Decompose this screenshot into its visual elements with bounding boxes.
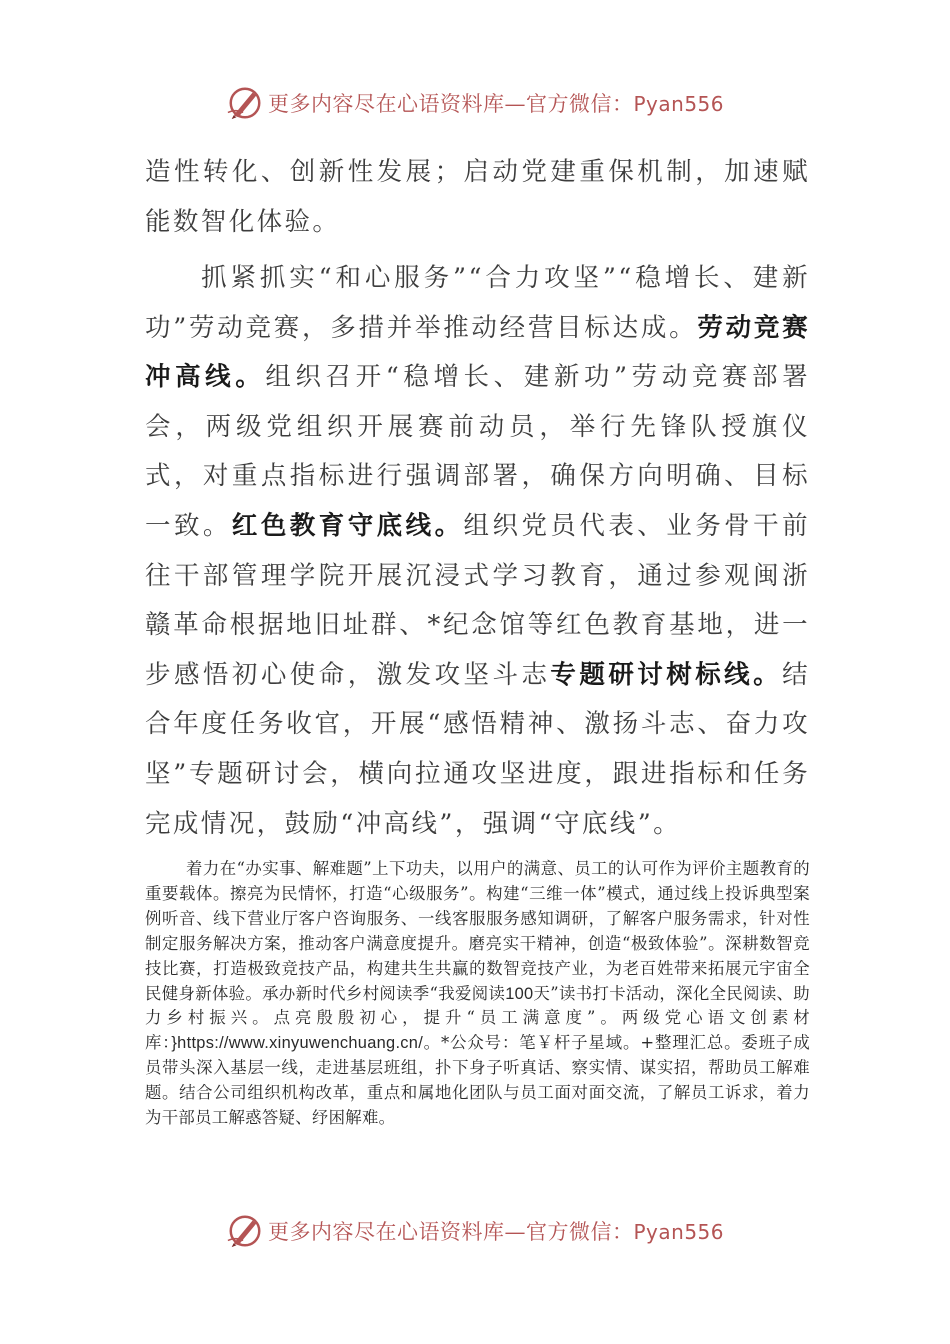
watermark-site-text: 更多内容尽在心语资料库—官方微信： [268, 1220, 634, 1244]
watermark-text [268, 90, 724, 118]
watermark-site-text: 更多内容尽在心语资料库—官方微信： [268, 92, 634, 116]
heading-seminar: 专题研讨树标线。 [550, 659, 783, 690]
watermark-banner-top [0, 84, 950, 124]
watermark-banner-bottom [0, 1212, 950, 1252]
pen-circle-logo-icon [226, 84, 264, 122]
paragraph-2 [145, 254, 810, 849]
paragraph-2-body-3: 结合年度任务收官，开展“感悟精神、激扬斗志、奋力攻坚”专题研讨会，横向拉通攻坚进度，跟进指标和任务完成情况，鼓励“冲高线”，强调“守底线”。 [145, 659, 810, 839]
paragraph-2-body-1: 组织召开“稳增长、建新功”劳动竞赛部署会，两级党组织开展赛前动员，举行先锋队授旗仪式，对重点指标进行强调部署，确保方向明确、目标一致。 [145, 362, 810, 541]
paragraph-2-intro: 抓紧抓实“和心服务”“合力攻坚”“稳增长、建新功”劳动竞赛，多措并举推动经营目标达成。 [145, 263, 810, 343]
paragraph-3-part-1: 着力在“办实事、解难题”上下功夫，以用户的满意、员工的认可作为评价主题教育的重要载体。擦亮为民情怀，打造“心级服务”。构建“三维一体”模式，通过线上投诉典型案例听音、线下营业厅客户咨询服务、一线客服服务感知调研，了解客户服务需求，针对性制定服务解决方案，推动客户满意度提升。磨亮实干精神，创造“极致体验”。深耕数智竞技比赛，打造极致竞技产品，构建共生共赢的数智竞技产业，为老百姓带来拓展元宇宙全民健身新体验。承办新时代乡村阅读季“我爱阅读 [145, 859, 810, 1003]
paragraph-3-part-2: 天”读书打卡活动，深化全民阅读、助力乡村振兴。点亮殷殷初心，提升“员工满意度”。两级党心语文创素材库： [145, 983, 810, 1053]
paragraph-3 [145, 857, 810, 1131]
watermark-wechat-id: Pyan556 [633, 1220, 725, 1244]
heading-red-education: 红色教育守底线。 [231, 510, 464, 541]
paragraph-2-body-2: 组织党员代表、业务骨干前往干部管理学院开展沉浸式学习教育，通过参观闽浙赣革命根据地旧址群、*纪念馆等红色教育基地，进一步感悟初心使命，激发攻坚斗志 [145, 510, 810, 690]
paragraph-1: 造性转化、创新性发展；启动党建重保机制，加速赋能数智化体验。 [145, 157, 810, 237]
pen-circle-logo-icon [226, 1212, 264, 1250]
website-url: }https://www.xinyuwenchuang.cn/ [171, 1034, 424, 1053]
watermark-text [268, 1218, 724, 1246]
paragraph-3-number: 100 [505, 984, 534, 1003]
heading-labor-competition: 劳动竞赛冲高线。 [145, 312, 810, 393]
watermark-wechat-id: Pyan556 [633, 92, 725, 116]
paragraph-3-part-3: 。*公众号：笔￥杆子星域。+整理汇总。委班子成员带头深入基层一线，走进基层班组，扑下身子听真话、察实情、谋实招，帮助员工解难题。结合公司组织机构改革，重点和属地化团队与员工面对面交流，了解员工诉求，着力为干部员工解惑答疑、纾困解难。 [145, 1033, 811, 1128]
